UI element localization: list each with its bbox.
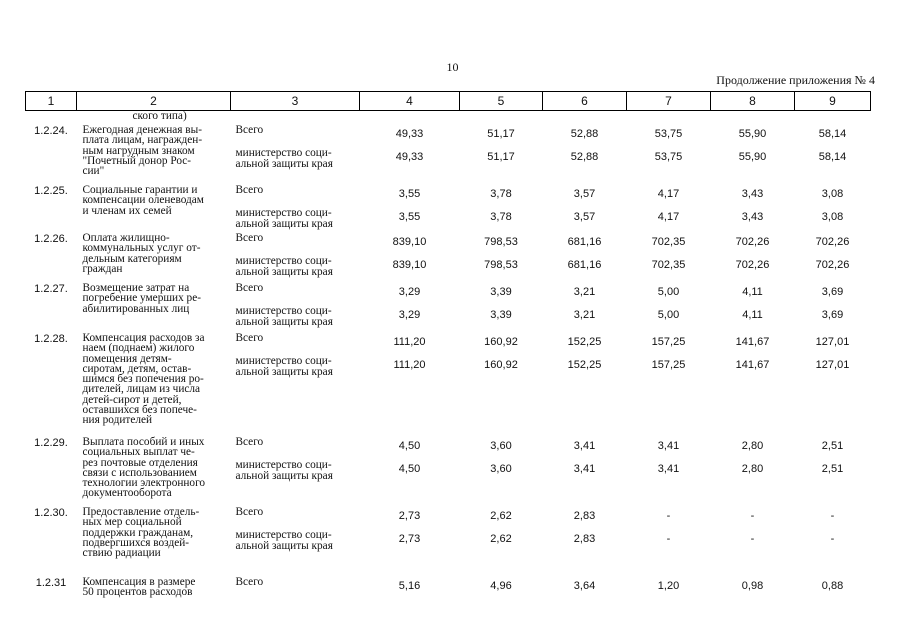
- row-code: 1.2.28.: [34, 333, 68, 345]
- value-ministry: 3,43: [741, 211, 764, 223]
- table-row: [26, 231, 871, 281]
- value-total: 3,41: [573, 440, 596, 452]
- funding-source: [236, 208, 360, 229]
- value-total: 58,14: [818, 128, 847, 140]
- value-ministry: 2,51: [821, 463, 844, 475]
- value-ministry: 160,92: [484, 359, 518, 371]
- value-total: 4,96: [490, 580, 512, 592]
- column-header-5: 5: [460, 92, 543, 111]
- value-ministry: 49,33: [395, 151, 424, 163]
- column-header-3: 3: [231, 92, 360, 111]
- value-total: 798,53: [484, 236, 518, 248]
- value-ministry: 702,26: [815, 259, 850, 271]
- value-total: 2,73: [398, 510, 421, 522]
- value-ministry: -: [666, 533, 671, 545]
- value-total: 2,62: [490, 510, 512, 522]
- continuation-label: Продолжение приложения № 4: [716, 73, 875, 87]
- row-name-line: Возмещение затрат на: [82, 282, 190, 294]
- value-total: 1,20: [657, 580, 680, 592]
- value-ministry: 3,78: [490, 211, 512, 223]
- value-total: 55,90: [738, 128, 767, 140]
- value-total: 51,17: [487, 128, 515, 140]
- funding-source-line: альной защиты края: [235, 265, 333, 278]
- column-header-6: 6: [543, 92, 627, 111]
- value-total: 0,88: [821, 580, 844, 592]
- row-name-line: технологии электронного: [82, 477, 206, 490]
- column-header-4: 4: [360, 92, 460, 111]
- row-code: 1.2.31: [35, 577, 67, 589]
- row-name-line: абилитированных лиц: [82, 302, 190, 315]
- value-total: 3,21: [573, 286, 596, 298]
- table-header: [26, 92, 871, 111]
- funding-source: [236, 256, 360, 277]
- row-code: 1.2.30.: [34, 507, 68, 519]
- value-ministry: 3,57: [573, 211, 596, 223]
- table-body: [26, 111, 871, 616]
- value-total: 127,01: [815, 336, 850, 348]
- page-number: 10: [446, 60, 459, 74]
- row-name-line: Предоставление отдель-: [82, 506, 200, 518]
- value-ministry: 51,17: [487, 151, 515, 163]
- value-total: 681,16: [567, 236, 602, 248]
- table-row: [26, 505, 871, 575]
- value-ministry: 3,41: [657, 463, 680, 475]
- value-total: 52,88: [570, 128, 599, 140]
- row-name-line: Социальные гарантии и: [82, 184, 198, 196]
- value-total: 3,08: [821, 188, 844, 200]
- row-name-line: Компенсация расходов за: [82, 332, 205, 344]
- value-total: 152,25: [567, 336, 602, 348]
- value-ministry: 702,35: [651, 259, 686, 271]
- value-total: 3,43: [741, 188, 764, 200]
- row-name-line: социальных выплат че-: [82, 446, 195, 459]
- value-ministry: -: [750, 533, 755, 545]
- value-ministry: 4,17: [657, 211, 680, 223]
- row-code: 1.2.29.: [34, 437, 68, 449]
- funding-total-label: Всего: [235, 332, 264, 344]
- value-ministry: 3,55: [398, 211, 421, 223]
- column-header-7: 7: [627, 92, 711, 111]
- funding-total-label: Всего: [235, 506, 264, 518]
- row-name-line: документооборота: [82, 487, 172, 500]
- carryover-row: [26, 111, 871, 124]
- row-name-line: подвергшихся воздей-: [82, 536, 190, 549]
- funding-source-line: альной защиты края: [235, 469, 333, 482]
- funding-source: [236, 306, 360, 327]
- value-total: 3,64: [573, 580, 596, 592]
- budget-table: [25, 91, 871, 615]
- row-name-line: Оплата жилищно-: [82, 232, 170, 244]
- funding-source-line: министерство соци-: [235, 207, 332, 220]
- value-total: -: [830, 510, 835, 522]
- column-header-9: 9: [795, 92, 871, 111]
- value-ministry: 52,88: [570, 151, 599, 163]
- row-name-line: ствию радиации: [82, 547, 161, 560]
- funding-total-label: Всего: [235, 436, 264, 448]
- value-ministry: 3,29: [398, 309, 421, 321]
- row-name-line: помещения детям-: [82, 352, 172, 365]
- value-ministry: 3,08: [821, 211, 844, 223]
- value-ministry: 702,26: [735, 259, 770, 271]
- row-name-line: ных мер социальной: [82, 516, 182, 529]
- value-total: 53,75: [654, 128, 683, 140]
- value-total: 2,51: [821, 440, 844, 452]
- funding-source-line: министерство соци-: [235, 255, 332, 268]
- funding-total-label: Всего: [235, 184, 264, 196]
- value-ministry: 2,80: [741, 463, 764, 475]
- column-header-8: 8: [711, 92, 795, 111]
- funding-source-line: альной защиты края: [235, 157, 333, 170]
- value-ministry: 798,53: [484, 259, 518, 271]
- row-name-line: плата лицам, награжден-: [82, 134, 203, 147]
- value-total: -: [750, 510, 755, 522]
- value-ministry: 2,62: [490, 533, 512, 545]
- value-total: 2,80: [741, 440, 764, 452]
- value-ministry: 58,14: [818, 151, 847, 163]
- funding-total-label: Всего: [235, 232, 264, 244]
- funding-total-label: Всего: [235, 124, 264, 136]
- table-row: [26, 183, 871, 231]
- funding-source-line: министерство соци-: [235, 529, 332, 542]
- row-name-line: сии": [82, 165, 105, 178]
- value-total: 5,00: [657, 286, 680, 298]
- value-ministry: 152,25: [567, 359, 602, 371]
- value-ministry: -: [830, 533, 835, 545]
- column-header-2: 2: [77, 92, 231, 111]
- value-total: 49,33: [395, 128, 424, 140]
- value-total: 160,92: [484, 336, 518, 348]
- value-ministry: 2,73: [398, 533, 421, 545]
- row-name-line: рез почтовые отделения: [82, 456, 198, 469]
- row-code: 1.2.26.: [34, 233, 68, 245]
- funding-source-line: министерство соци-: [235, 305, 332, 318]
- value-ministry: 3,39: [490, 309, 512, 321]
- row-name-line: погребение умерших ре-: [82, 292, 201, 305]
- funding-source: [236, 530, 360, 551]
- row-name-line: оставшихся без попече-: [82, 404, 197, 417]
- value-total: 3,69: [821, 286, 844, 298]
- row-name-line: Выплата пособий и иных: [82, 436, 205, 448]
- row-name-line: граждан: [82, 262, 123, 275]
- value-ministry: 127,01: [815, 359, 850, 371]
- value-ministry: 157,25: [651, 359, 686, 371]
- row-name-line: коммунальных услуг от-: [82, 242, 201, 255]
- value-ministry: 5,00: [657, 309, 680, 321]
- value-total: 702,26: [735, 236, 770, 248]
- row-code: 1.2.24.: [34, 125, 68, 137]
- funding-source: [236, 460, 360, 481]
- value-total: 3,60: [490, 440, 512, 452]
- funding-source-line: министерство соци-: [235, 355, 332, 368]
- row-name-line: связи с использованием: [82, 466, 197, 479]
- row-name-line: Ежегодная денежная вы-: [82, 124, 202, 136]
- row-name-line: шимся без попечения ро-: [82, 373, 204, 386]
- value-total: 0,98: [741, 580, 764, 592]
- value-ministry: 141,67: [735, 359, 770, 371]
- value-ministry: 111,20: [393, 359, 426, 371]
- funding-source: [236, 356, 360, 377]
- value-total: 157,25: [651, 336, 686, 348]
- row-name-line: Компенсация в размере: [82, 576, 196, 588]
- row-name-line: ным нагрудным знаком: [82, 144, 195, 157]
- value-ministry: 4,11: [742, 309, 763, 321]
- row-name-line: "Почетный донор Рос-: [82, 154, 192, 167]
- row-name-line: детей-сирот и детей,: [82, 393, 182, 406]
- value-total: 839,10: [392, 236, 427, 248]
- value-ministry: 3,69: [821, 309, 844, 321]
- table-row: [26, 331, 871, 435]
- value-total: 4,17: [657, 188, 680, 200]
- funding-source-line: альной защиты края: [235, 315, 333, 328]
- row-name-line: 50 процентов расходов: [82, 586, 193, 599]
- value-total: 2,83: [573, 510, 596, 522]
- value-total: 3,78: [490, 188, 512, 200]
- row-name-line: и членам их семей: [82, 204, 172, 217]
- value-total: 4,50: [398, 440, 421, 452]
- value-total: 3,39: [490, 286, 512, 298]
- value-ministry: 3,21: [573, 309, 596, 321]
- value-ministry: 839,10: [392, 259, 427, 271]
- table-row: [26, 575, 871, 615]
- value-total: 5,16: [398, 580, 421, 592]
- funding-source-line: министерство соци-: [235, 147, 332, 160]
- row-name-line: наем (поднаем) жилого: [82, 342, 195, 355]
- funding-source: [236, 148, 360, 169]
- table-row: [26, 123, 871, 183]
- row-name-line: сиротам, детям, остав-: [82, 362, 192, 375]
- row-name-line: дельным категориям: [82, 252, 182, 265]
- value-total: 702,35: [651, 236, 686, 248]
- row-name-line: поддержки гражданам,: [82, 526, 194, 539]
- funding-source-line: министерство соци-: [235, 459, 332, 472]
- funding-total-label: Всего: [235, 282, 264, 294]
- funding-source-line: альной защиты края: [235, 365, 333, 378]
- value-total: 3,55: [398, 188, 421, 200]
- value-total: 702,26: [815, 236, 850, 248]
- row-code: 1.2.27.: [34, 283, 68, 295]
- funding-source-line: альной защиты края: [235, 539, 333, 552]
- value-total: 3,29: [398, 286, 421, 298]
- funding-source-line: альной защиты края: [235, 217, 333, 230]
- row-name-line: компенсации оленеводам: [82, 194, 204, 207]
- row-code: 1.2.25.: [34, 185, 68, 197]
- value-ministry: 3,60: [490, 463, 512, 475]
- value-total: 141,67: [735, 336, 770, 348]
- value-total: 4,11: [742, 286, 763, 298]
- value-ministry: 53,75: [654, 151, 683, 163]
- value-total: -: [666, 510, 671, 522]
- value-ministry: 681,16: [567, 259, 602, 271]
- column-header-1: 1: [26, 92, 77, 111]
- value-ministry: 4,50: [398, 463, 421, 475]
- carryover-text: ского типа): [132, 110, 187, 122]
- row-name-line: ния родителей: [82, 414, 153, 427]
- funding-total-label: Всего: [235, 576, 264, 588]
- value-ministry: 2,83: [573, 533, 596, 545]
- value-ministry: 3,41: [573, 463, 596, 475]
- table-row: [26, 435, 871, 505]
- value-total: 3,57: [573, 188, 596, 200]
- table-row: [26, 281, 871, 331]
- value-total: 111,20: [393, 336, 426, 348]
- value-ministry: 55,90: [738, 151, 767, 163]
- value-total: 3,41: [657, 440, 680, 452]
- row-name-line: дителей, лицам из числа: [82, 383, 201, 396]
